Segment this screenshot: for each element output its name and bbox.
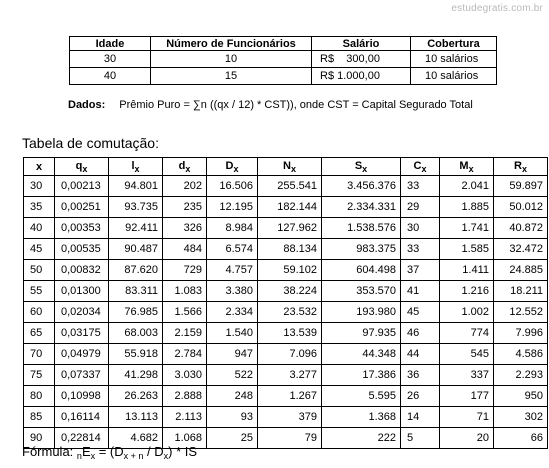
cell-cx: 30 [401,218,440,239]
cell-sx: 5.595 [322,386,401,407]
table-row [24,281,548,302]
header-mx [440,158,494,176]
cell-dx: 1.083 [163,281,207,302]
cell-lx: 41.298 [109,365,163,386]
header-dx [163,158,207,176]
cell-rx: 66 [494,428,548,449]
formula-e-sub: x [90,451,96,461]
cell-x: 30 [24,176,55,197]
table-row [24,176,548,197]
cell-x: 75 [24,365,55,386]
header-sub: x [290,163,296,174]
cell-cx: 36 [401,365,440,386]
cell-x: 90 [24,428,55,449]
header-main: x [35,160,43,173]
cell-nx: 23.532 [258,302,322,323]
cell-lx: 92.411 [109,218,163,239]
table-row [24,323,548,344]
cell-sx: 1.538.576 [322,218,401,239]
cell-sx: 222 [322,428,401,449]
cell-qx: 0,10998 [55,386,109,407]
cell-rx: 32.472 [494,239,548,260]
cell-sx: 353.570 [322,281,401,302]
cell-idade: 30 [70,51,151,68]
cell-lx: 13.113 [109,407,163,428]
cell-qx: 0,07337 [55,365,109,386]
cell-dx: 202 [163,176,207,197]
cell-dx: 326 [163,218,207,239]
header-cx [401,158,440,176]
cell-x: 65 [24,323,55,344]
header-sub: x [421,163,427,174]
cell-dx: 947 [207,344,258,365]
header-sub: x [82,163,88,174]
cell-lx: 83.311 [109,281,163,302]
header-main: D [225,159,234,172]
cell-x: 40 [24,218,55,239]
cell-sx: 983.375 [322,239,401,260]
cell-mx: 2.041 [440,176,494,197]
header-salario: Salário [312,37,411,51]
header-main: S [354,159,363,172]
cell-sx: 604.498 [322,260,401,281]
comutacao-title: Tabela de comutação: [22,135,159,151]
table-row [24,260,548,281]
cell-salario: R$ 300,00 [312,51,411,68]
cell-nx: 182.144 [258,197,322,218]
cell-salario: R$ 1.000,00 [312,68,411,85]
cell-cx: 37 [401,260,440,281]
header-main: M [459,159,469,172]
cell-sx: 44.348 [322,344,401,365]
cell-lx: 93.735 [109,197,163,218]
cell-qx: 0,00832 [55,260,109,281]
cell-cx: 44 [401,344,440,365]
cell-x: 45 [24,239,55,260]
header-main: C [413,159,422,172]
cell-x: 60 [24,302,55,323]
cell-dx: 484 [163,239,207,260]
cell-nx: 88.134 [258,239,322,260]
comutacao-table [23,157,548,449]
cell-dx: 729 [163,260,207,281]
cell-nx: 38.224 [258,281,322,302]
cell-dx: 235 [163,197,207,218]
cell-sx: 1.368 [322,407,401,428]
cell-x: 80 [24,386,55,407]
cell-cobertura: 10 salários [411,51,497,68]
formula-mid: / D [143,444,164,459]
cell-qx: 0,22814 [55,428,109,449]
cell-nx: 255.541 [258,176,322,197]
comutacao-body [24,176,548,449]
cell-dx: 2.159 [163,323,207,344]
header-sub: x [468,163,474,174]
header-dx [207,158,258,176]
cell-mx: 20 [440,428,494,449]
cell-rx: 59.897 [494,176,548,197]
dados-line [68,99,473,111]
table-row [24,344,548,365]
cell-nx: 3.277 [258,365,322,386]
cell-sx: 193.980 [322,302,401,323]
header-sub: x [521,163,527,174]
cell-lx: 26.263 [109,386,163,407]
cell-rx: 24.885 [494,260,548,281]
cell-rx: 950 [494,386,548,407]
cell-dx: 1.540 [207,323,258,344]
cell-dx: 2.113 [163,407,207,428]
cell-lx: 76.985 [109,302,163,323]
header-x [24,158,55,176]
cell-sx: 97.935 [322,323,401,344]
cell-dx: 6.574 [207,239,258,260]
cell-dx: 4.757 [207,260,258,281]
cell-cx: 14 [401,407,440,428]
cell-mx: 1.885 [440,197,494,218]
cell-dx: 1.566 [163,302,207,323]
funcionarios-row [70,68,497,85]
funcionarios-row [70,51,497,68]
cell-cobertura: 10 salários [411,68,497,85]
funcionarios-header-row [70,37,497,51]
header-main: d [178,159,186,172]
header-sub: x [362,163,368,174]
header-lx [109,158,163,176]
cell-rx: 302 [494,407,548,428]
cell-cx: 29 [401,197,440,218]
header-rx [494,158,548,176]
dados-text: Prêmio Puro = ∑n ((qx / 12) * CST)), onde CST = Capital Segurado Total [119,99,473,111]
formula-pre-sub: n [76,451,82,461]
cell-dx: 248 [207,386,258,407]
watermark: estudegratis.com.br [451,3,543,14]
cell-qx: 0,00251 [55,197,109,218]
table-row [24,365,548,386]
cell-mx: 1.411 [440,260,494,281]
cell-nx: 13.539 [258,323,322,344]
cell-dx: 8.984 [207,218,258,239]
cell-mx: 545 [440,344,494,365]
cell-lx: 90.487 [109,239,163,260]
header-sub: x [185,163,191,174]
formula-e: E [81,444,91,459]
cell-mx: 774 [440,323,494,344]
cell-dx: 3.030 [163,365,207,386]
cell-cx: 5 [401,428,440,449]
cell-cx: 46 [401,323,440,344]
cell-sx: 2.334.331 [322,197,401,218]
cell-dx: 3.380 [207,281,258,302]
cell-x: 55 [24,281,55,302]
cell-dx: 25 [207,428,258,449]
cell-mx: 337 [440,365,494,386]
formula-d2-sub: x [163,451,169,461]
cell-qx: 0,00213 [55,176,109,197]
cell-cx: 33 [401,239,440,260]
cell-qx: 0,00535 [55,239,109,260]
cell-qx: 0,03175 [55,323,109,344]
cell-mx: 1.585 [440,239,494,260]
cell-cx: 45 [401,302,440,323]
cell-qx: 0,04979 [55,344,109,365]
header-nx [258,158,322,176]
header-sub: x [233,163,239,174]
formula-label: Fórmula: [22,444,74,459]
header-sx [322,158,401,176]
cell-numero: 10 [151,51,312,68]
cell-rx: 7.996 [494,323,548,344]
cell-x: 35 [24,197,55,218]
cell-mx: 1.741 [440,218,494,239]
cell-nx: 79 [258,428,322,449]
table-row [24,302,548,323]
cell-mx: 177 [440,386,494,407]
header-sub: x [134,163,140,174]
cell-rx: 12.552 [494,302,548,323]
table-row [24,239,548,260]
funcionarios-table [69,36,497,85]
cell-nx: 1.267 [258,386,322,407]
table-row [24,386,548,407]
cell-dx: 2.888 [163,386,207,407]
cell-x: 85 [24,407,55,428]
cell-dx: 16.506 [207,176,258,197]
cell-cx: 33 [401,176,440,197]
cell-qx: 0,16114 [55,407,109,428]
cell-rx: 4.586 [494,344,548,365]
header-main: l [131,159,135,172]
cell-dx: 2.334 [207,302,258,323]
cell-dx: 2.784 [163,344,207,365]
cell-nx: 59.102 [258,260,322,281]
header-qx [55,158,109,176]
cell-lx: 87.620 [109,260,163,281]
cell-nx: 7.096 [258,344,322,365]
cell-x: 70 [24,344,55,365]
header-idade: Idade [70,37,151,51]
cell-qx: 0,00353 [55,218,109,239]
cell-qx: 0,02034 [55,302,109,323]
formula-eq: = (D [95,444,124,459]
table-row [24,197,548,218]
header-main: R [514,159,522,172]
cell-dx: 1.068 [163,428,207,449]
cell-mx: 1.216 [440,281,494,302]
cell-nx: 127.962 [258,218,322,239]
header-main: q [75,159,83,172]
header-numero-funcionarios: Número de Funcionários [151,37,312,51]
cell-mx: 71 [440,407,494,428]
cell-dx: 93 [207,407,258,428]
cell-numero: 15 [151,68,312,85]
cell-sx: 3.456.376 [322,176,401,197]
dados-label: Dados: [68,99,106,111]
cell-sx: 17.386 [322,365,401,386]
cell-idade: 40 [70,68,151,85]
cell-lx: 94.801 [109,176,163,197]
cell-rx: 50.012 [494,197,548,218]
cell-dx: 522 [207,365,258,386]
cell-qx: 0,01300 [55,281,109,302]
cell-rx: 2.293 [494,365,548,386]
table-row [24,407,548,428]
formula [22,444,197,461]
cell-dx: 12.195 [207,197,258,218]
cell-rx: 18.211 [494,281,548,302]
comutacao-header-row [24,158,548,176]
cell-lx: 68.003 [109,323,163,344]
cell-x: 50 [24,260,55,281]
cell-mx: 1.002 [440,302,494,323]
cell-nx: 379 [258,407,322,428]
formula-end: ) * IS [168,444,198,459]
cell-cx: 41 [401,281,440,302]
header-main: N [283,159,291,172]
formula-d1-sub: x + n [123,451,144,461]
cell-lx: 4.682 [109,428,163,449]
cell-rx: 40.872 [494,218,548,239]
table-row [24,218,548,239]
cell-lx: 55.918 [109,344,163,365]
header-cobertura: Cobertura [411,37,497,51]
cell-cx: 26 [401,386,440,407]
